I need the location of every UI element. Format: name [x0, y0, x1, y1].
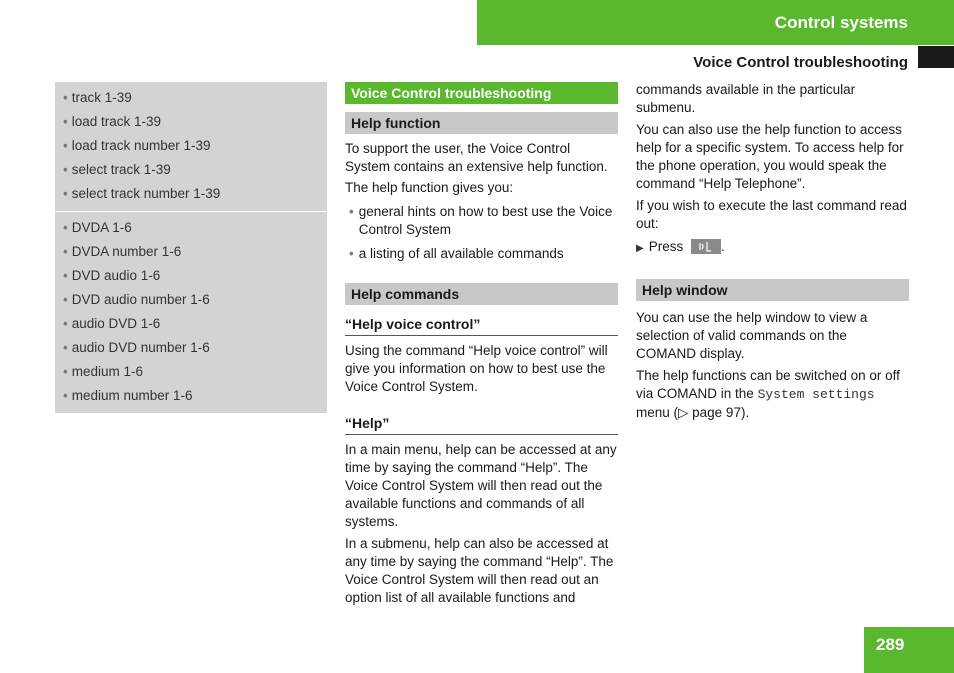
list-item: • DVD audio number 1-6: [63, 292, 210, 307]
list-item: • load track number 1-39: [63, 138, 211, 153]
command-list-box: [55, 82, 327, 413]
side-tab-marker: [918, 46, 954, 68]
press-instruction: ▶ Press .: [636, 239, 725, 254]
list-item: • a listing of all available commands: [349, 246, 564, 261]
list-item: • audio DVD number 1-6: [63, 340, 210, 355]
right-column: [636, 81, 909, 422]
bullet-icon: •: [63, 364, 68, 379]
bullet-icon: •: [63, 162, 68, 177]
page-number: 289: [864, 627, 954, 673]
bullet-icon: •: [63, 244, 68, 259]
list-item: • audio DVD 1-6: [63, 316, 161, 331]
section-title: Control systems: [774, 12, 908, 32]
submenu-continuation-text: commands available in the particular submenu.: [636, 82, 856, 115]
bullet-icon: •: [63, 220, 68, 235]
section-header: [477, 0, 954, 45]
list-item: • DVD audio 1-6: [63, 268, 161, 283]
bullet-icon: •: [63, 90, 68, 105]
list-item: • DVDA number 1-6: [63, 244, 182, 259]
bullet-icon: •: [63, 138, 68, 153]
help-switch-text: The help functions can be switched on or off via COMAND in the System settings menu (▷ page 97).: [636, 368, 900, 420]
help-window-heading: Help window: [636, 279, 909, 301]
list-item: • medium number 1-6: [63, 388, 193, 403]
middle-column: [345, 82, 618, 607]
list-item: • general hints on how to best use the Voice Control System: [349, 204, 613, 237]
help-submenu-text: In a submenu, help can also be accessed at any time by saying the command “Help”. The Voice Control System will then read out an option list of all available functions and: [345, 536, 614, 605]
help-function-intro: To support the user, the Voice Control System contains an extensive help function.: [345, 141, 608, 174]
help-voice-control-text: Using the command “Help voice control” will give you information on how to best use the Voice Control System.: [345, 343, 608, 394]
page-subheader: Voice Control troubleshooting: [693, 54, 908, 71]
arrow-icon: ▶: [636, 243, 644, 254]
bullet-icon: •: [63, 388, 68, 403]
list-item: • select track 1-39: [63, 162, 171, 177]
command-group-dvd: [55, 211, 327, 413]
bullet-icon: •: [63, 316, 68, 331]
bullet-icon: •: [63, 340, 68, 355]
last-command-text: If you wish to execute the last command read out:: [636, 198, 907, 231]
list-item: • load track 1-39: [63, 114, 162, 129]
help-subheading: “Help”: [345, 414, 618, 435]
bullet-icon: •: [349, 246, 354, 261]
list-item: • DVDA 1-6: [63, 220, 132, 235]
command-group-track: [55, 82, 327, 211]
bullet-icon: •: [63, 114, 68, 129]
help-voice-control-subheading: “Help voice control”: [345, 315, 618, 336]
help-function-gives: The help function gives you:: [345, 180, 514, 195]
help-main-menu-text: In a main menu, help can be accessed at any time by saying the command “Help”. The Voice Control System will then read out the available functions and commands of all systems.: [345, 442, 617, 529]
help-function-heading: Help function: [345, 112, 618, 134]
help-window-text: You can use the help window to view a selection of valid commands on the COMAND display.: [636, 310, 868, 361]
voice-control-key-icon: [691, 239, 721, 254]
main-section-heading: Voice Control troubleshooting: [345, 82, 618, 104]
list-item: • medium 1-6: [63, 364, 144, 379]
list-item: • track 1-39: [63, 90, 132, 105]
specific-help-text: You can also use the help function to access help for a specific system. To access help for the phone operation, you would speak the command “Help Telephone”.: [636, 122, 904, 191]
bullet-icon: •: [63, 268, 68, 283]
bullet-icon: •: [349, 204, 354, 219]
list-item: • select track number 1-39: [63, 186, 221, 201]
bullet-icon: •: [63, 292, 68, 307]
bullet-icon: •: [63, 186, 68, 201]
help-commands-heading: Help commands: [345, 283, 618, 305]
system-settings-menu-label: System settings: [757, 387, 875, 402]
